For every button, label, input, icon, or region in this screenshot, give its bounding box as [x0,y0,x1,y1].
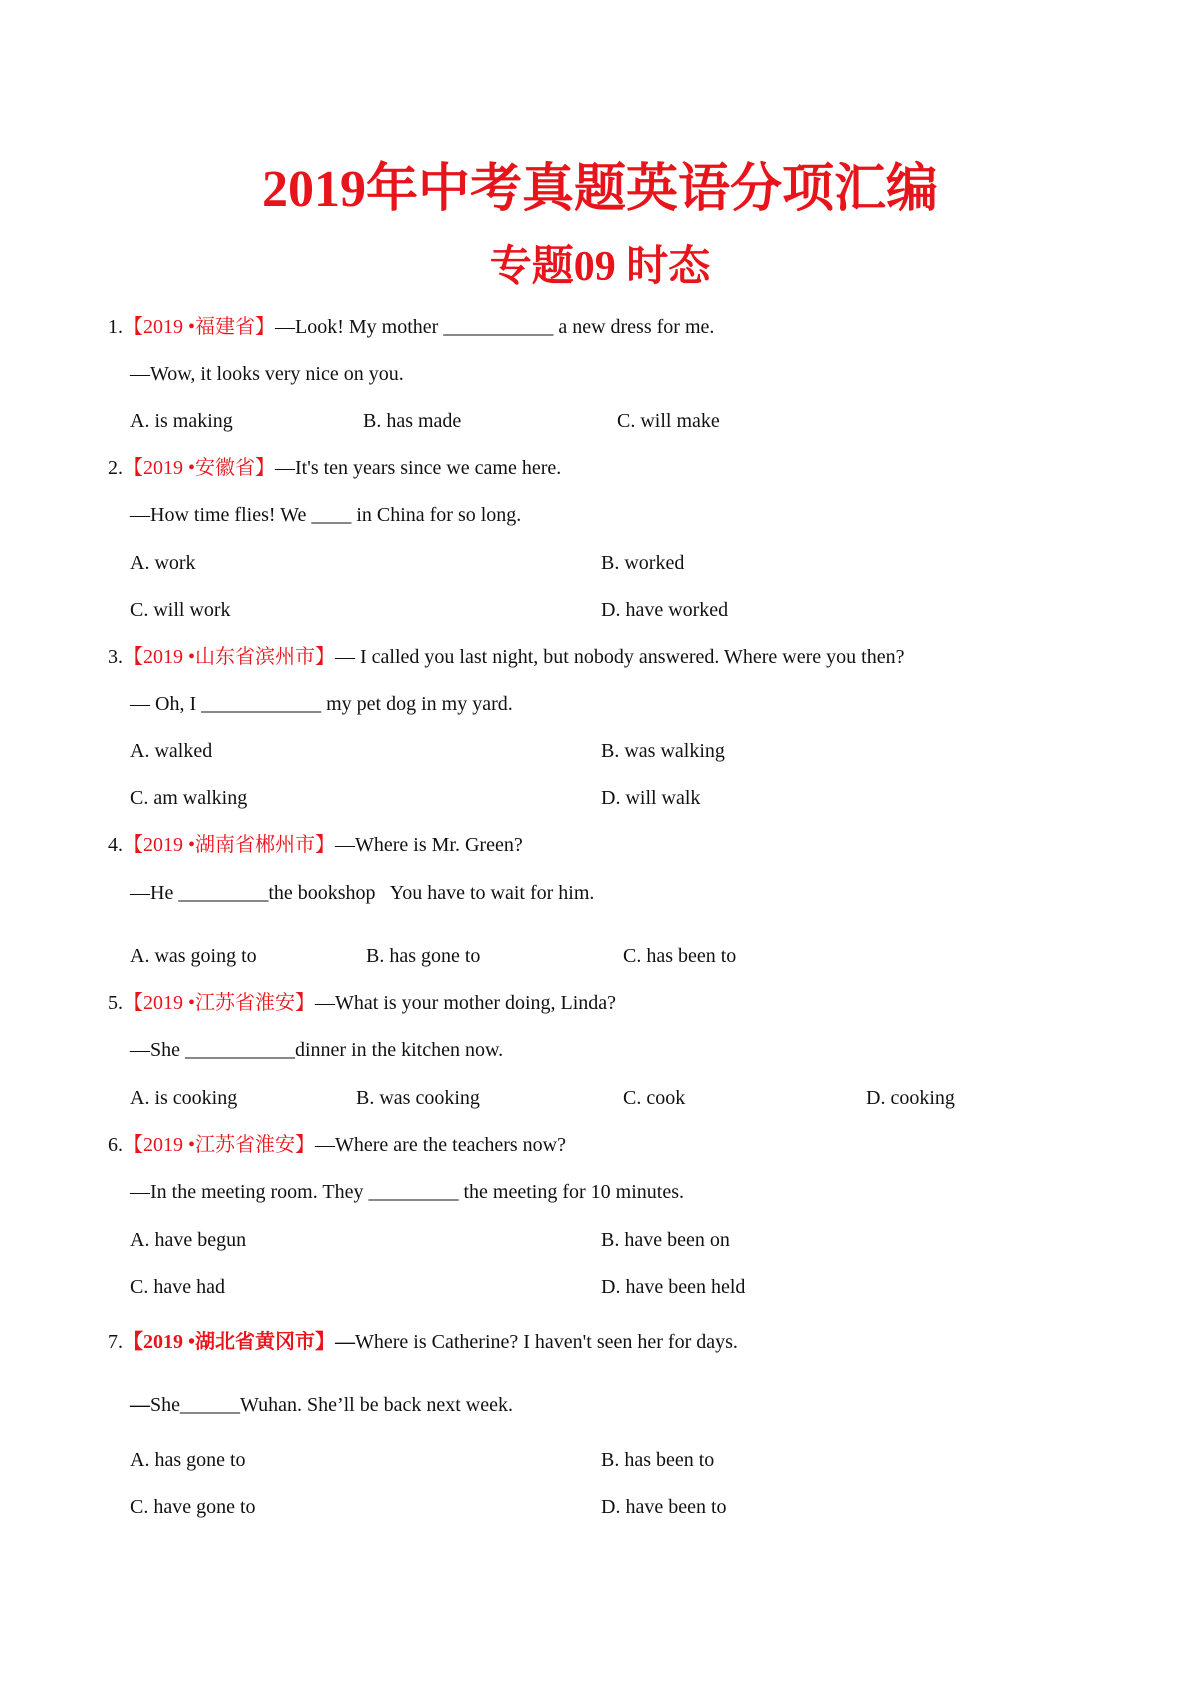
document-title: 2019年中考真题英语分项汇编 [261,161,938,218]
question-5-option-d: D. cooking [866,1087,955,1109]
question-5-option-c: C. cook [623,1087,686,1109]
question-6-reply: —In the meeting room. They _________ the meeting for 10 minutes. [130,1181,684,1203]
question-source: 【2019 •山东省滨州市】 [123,646,336,668]
question-2-option-b: B. worked [601,552,685,574]
question-4-stem: 4.【2019 •湖南省郴州市】—Where is Mr. Green? [108,834,523,856]
question-source: 【2019 •湖南省郴州市】 [123,834,336,856]
question-3-option-c: C. am walking [130,787,248,809]
question-1-reply: —Wow, it looks very nice on you. [130,363,404,385]
question-7-option-d: D. have been to [601,1496,727,1518]
question-1-option-c: C. will make [617,410,720,432]
question-5-option-b: B. was cooking [356,1087,480,1109]
question-7-option-b: B. has been to [601,1449,715,1471]
question-3-option-b: B. was walking [601,740,725,762]
question-4-reply: —He _________the bookshop You have to wait for him. [130,882,595,904]
question-1-option-b: B. has made [363,410,462,432]
question-3-reply: — Oh, I ____________ my pet dog in my yard. [130,693,513,715]
question-source: 【2019 •安徽省】 [123,457,276,479]
question-2-reply: —How time flies! We ____ in China for so long. [130,504,522,526]
question-4-option-c: C. has been to [623,945,737,967]
question-source: 【2019 •湖北省黄冈市】 [123,1331,336,1353]
question-3-option-a: A. walked [130,740,213,762]
question-7-option-c: C. have gone to [130,1496,256,1518]
question-2-option-c: C. will work [130,599,231,621]
question-1-stem: 1.【2019 •福建省】—Look! My mother ___________ a new dress for me. [108,316,715,338]
question-3-option-d: D. will walk [601,787,701,809]
question-5-reply: —She ___________dinner in the kitchen now. [130,1039,504,1061]
question-4-option-b: B. has gone to [366,945,481,967]
question-6-option-d: D. have been held [601,1276,746,1298]
question-5-option-a: A. is cooking [130,1087,238,1109]
question-2-option-d: D. have worked [601,599,729,621]
question-2-option-a: A. work [130,552,196,574]
question-source: 【2019 •福建省】 [123,316,276,338]
question-source: 【2019 •江苏省淮安】 [123,992,316,1014]
question-2-stem: 2.【2019 •安徽省】—It's ten years since we came here. [108,457,562,479]
question-5-stem: 5.【2019 •江苏省淮安】—What is your mother doing, Linda? [108,992,617,1014]
question-source: 【2019 •江苏省淮安】 [123,1134,316,1156]
question-4-option-a: A. was going to [130,945,257,967]
question-7-option-a: A. has gone to [130,1449,246,1471]
question-7-stem: 7.【2019 •湖北省黄冈市】—Where is Catherine? I haven't seen her for days. [108,1331,738,1353]
question-6-stem: 6.【2019 •江苏省淮安】—Where are the teachers now? [108,1134,566,1156]
question-6-option-c: C. have had [130,1276,225,1298]
question-7-reply: —She______Wuhan. She’ll be back next week. [130,1394,513,1416]
question-3-stem: 3.【2019 •山东省滨州市】— I called you last night, but nobody answered. Where were you then? [108,646,905,668]
question-1-option-a: A. is making [130,410,233,432]
document-subtitle: 专题09 时态 [489,244,711,290]
question-6-option-a: A. have begun [130,1229,247,1251]
question-6-option-b: B. have been on [601,1229,730,1251]
